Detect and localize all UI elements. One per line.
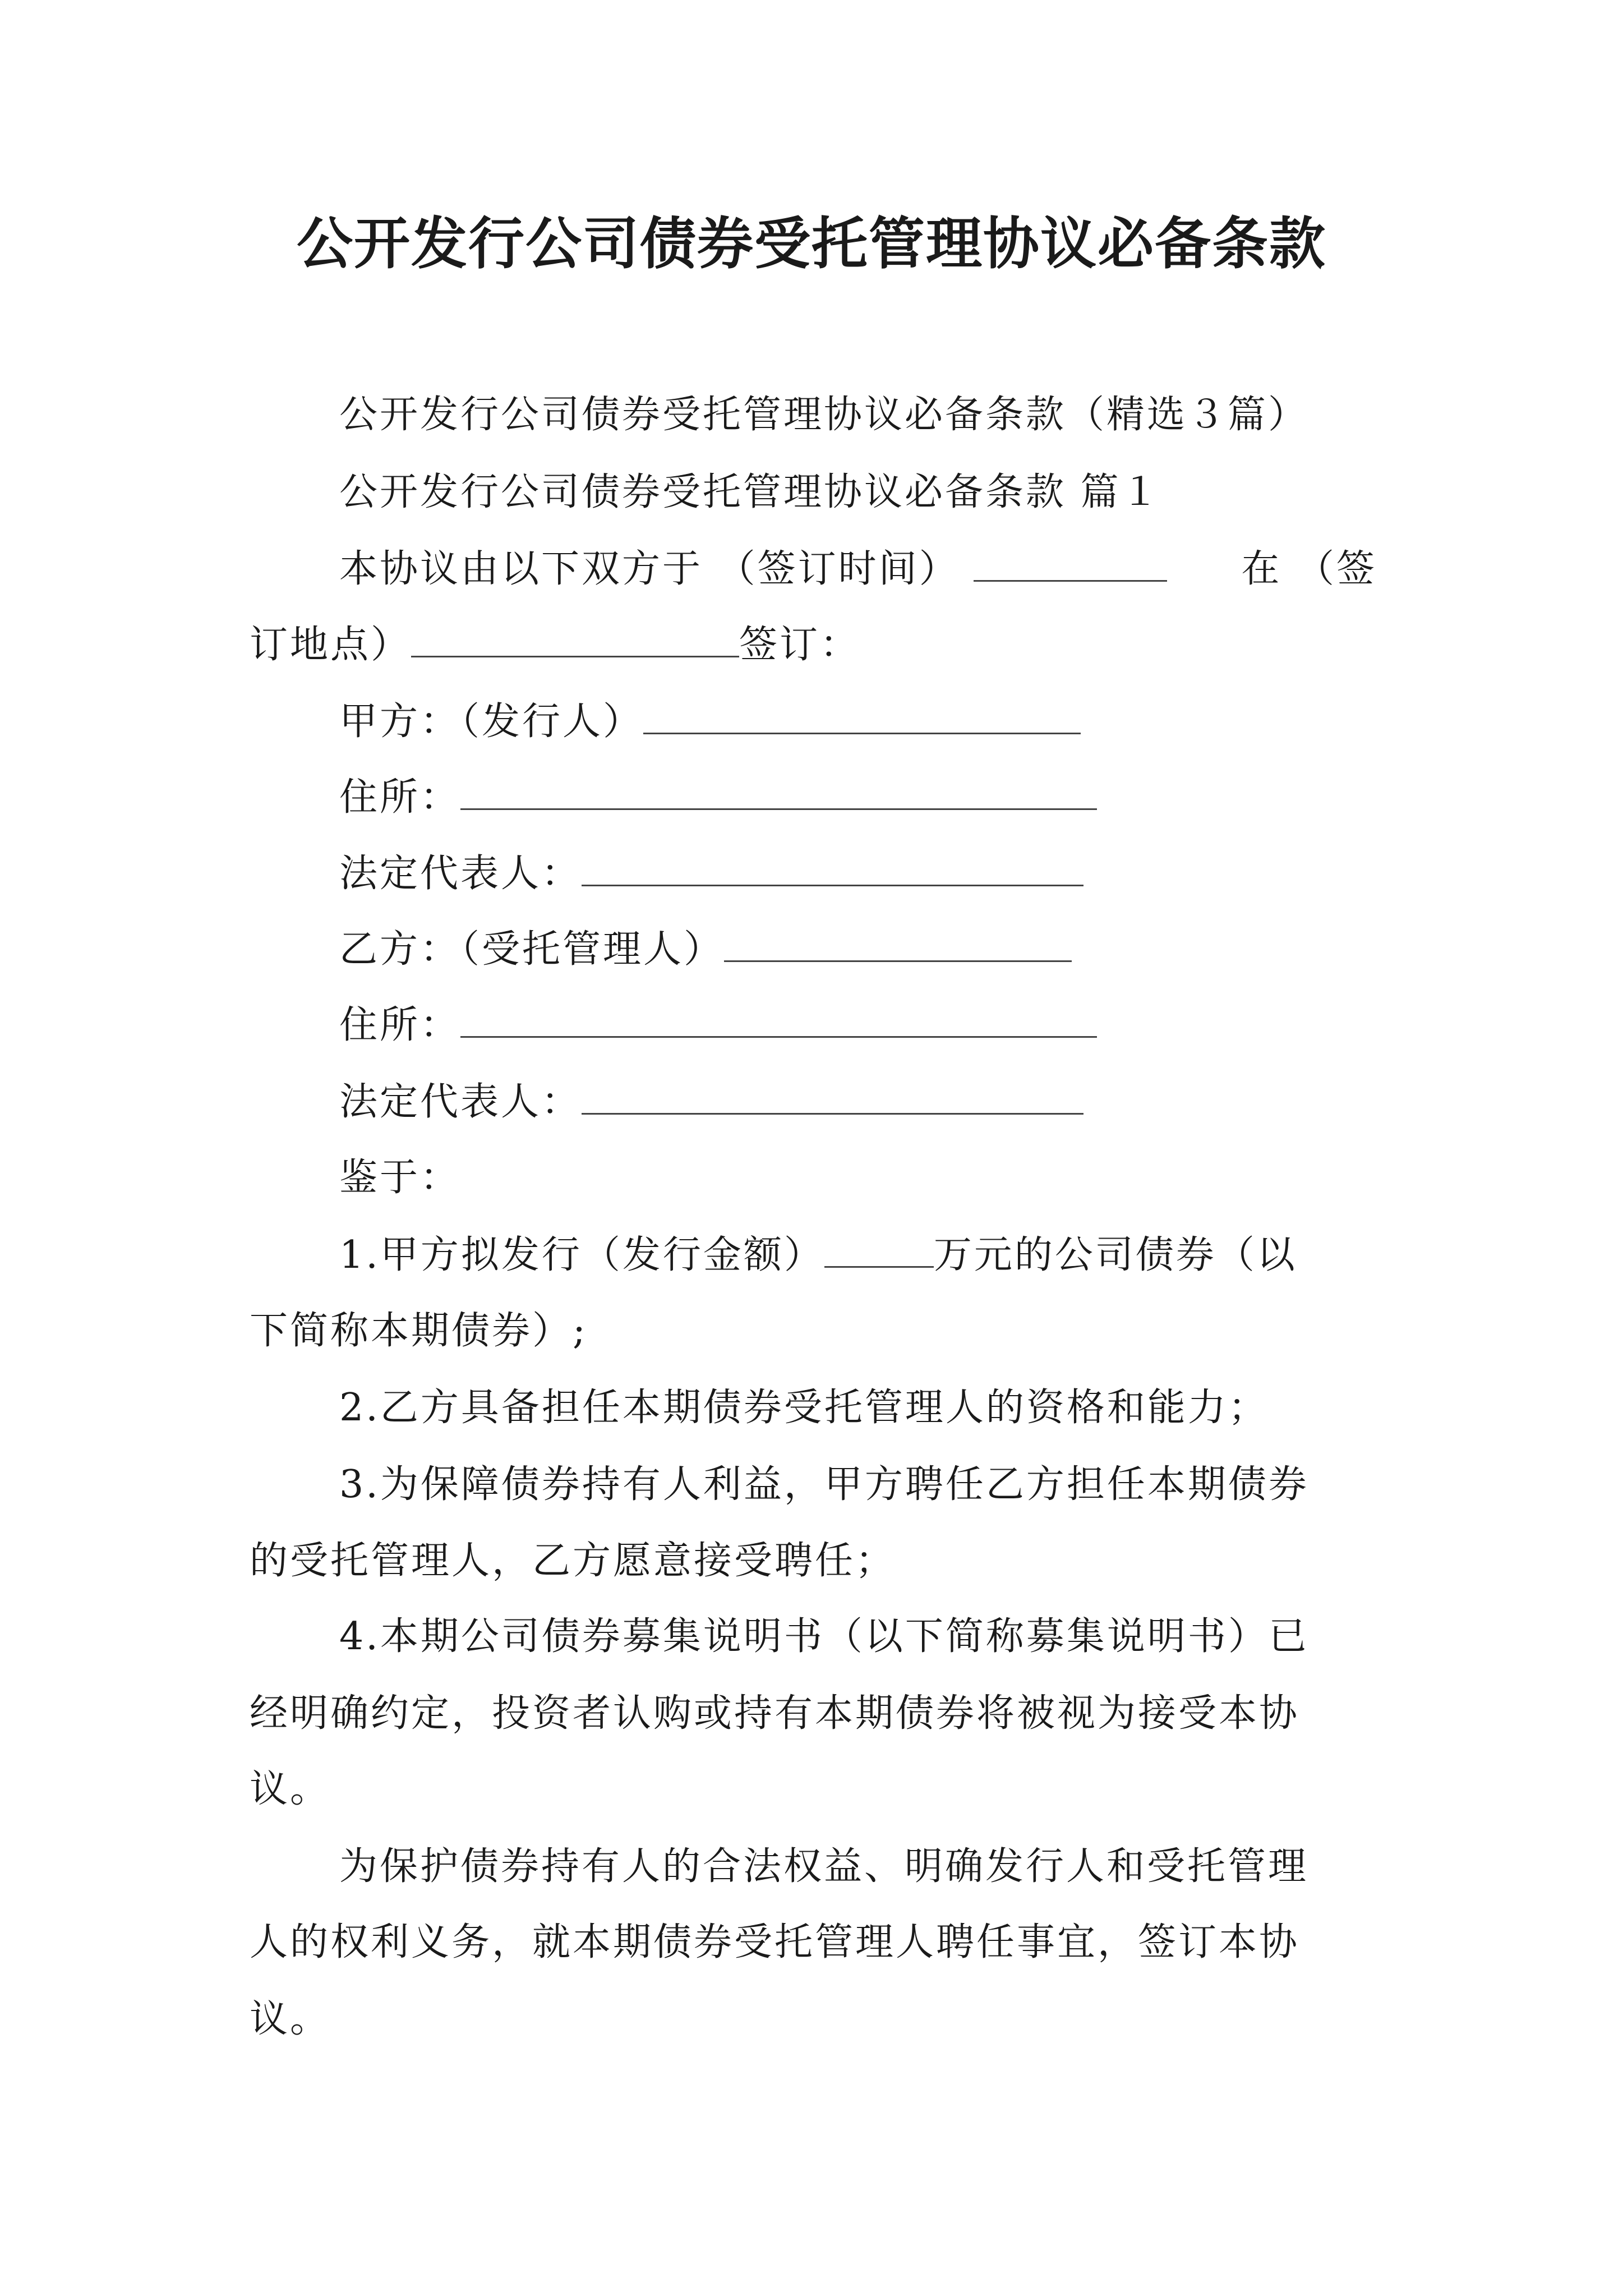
party-a-address-row <box>339 770 1097 826</box>
party-a-rep-blank <box>582 850 1083 886</box>
party-a-rep-label: 法定代表人： <box>339 852 582 896</box>
party-b-address-label: 住所： <box>339 1003 461 1047</box>
intro-text-signing-time: 本协议由以下双方于 （签订时间） <box>339 547 960 591</box>
intro-text-signed: 签订： <box>739 623 861 667</box>
item-4-line-1: 4.本期公司债券募集说明书（以下简称募集说明书）已 <box>339 1614 1309 1659</box>
party-b-row <box>339 922 1072 978</box>
intro-text-signing-place: 在 （签 <box>1241 547 1377 591</box>
whereas-label: 鉴于： <box>339 1156 461 1200</box>
party-a-row <box>339 694 1081 750</box>
item-4-line-2: 经明确约定，投资者认购或持有本期债券将被视为接受本协 <box>250 1691 1300 1736</box>
section-heading: 公开发行公司债券受托管理协议必备条款 篇１ <box>339 470 1161 514</box>
item-1-text-a: 1.甲方拟发行（发行金额） <box>339 1233 824 1277</box>
party-b-address-row <box>339 997 1097 1053</box>
closing-line-3: 议。 <box>250 1997 331 2041</box>
item-2: 2.乙方具备担任本期债券受托管理人的资格和能力； <box>339 1386 1269 1430</box>
party-b-label: 乙方：（受托管理人） <box>339 927 725 972</box>
party-b-rep-row <box>339 1074 1083 1130</box>
closing-line-1: 为保护债券持有人的合法权益、明确发行人和受托管理 <box>339 1844 1309 1889</box>
item-3-line-1: 3.为保障债券持有人利益，甲方聘任乙方担任本期债券 <box>339 1462 1309 1507</box>
document-subtitle: 公开发行公司债券受托管理协议必备条款（精选３篇） <box>339 393 1309 437</box>
item-4-line-3: 议。 <box>250 1767 331 1811</box>
intro-line-2 <box>250 617 860 673</box>
signing-place-blank <box>411 621 739 657</box>
party-b-address-blank <box>460 1001 1097 1038</box>
issue-amount-blank <box>824 1231 934 1268</box>
item-1-line-1 <box>339 1227 1297 1283</box>
party-a-rep-row <box>339 846 1083 902</box>
party-a-address-blank <box>460 774 1097 810</box>
intro-text-place-label: 订地点） <box>250 623 412 667</box>
closing-line-2: 人的权利义务，就本期债券受托管理人聘任事宜，签订本协 <box>250 1920 1300 1964</box>
party-a-blank <box>643 698 1081 734</box>
party-a-label: 甲方：（发行人） <box>339 700 644 744</box>
party-b-rep-blank <box>582 1078 1083 1115</box>
item-1-line-2: 下简称本期债券）; <box>250 1309 588 1353</box>
signing-time-blank <box>974 545 1167 582</box>
item-1-text-b: 万元的公司债券（以 <box>933 1233 1297 1277</box>
document-title: 公开发行公司债券受托管理协议必备条款 <box>297 211 1326 277</box>
party-b-rep-label: 法定代表人： <box>339 1080 582 1124</box>
intro-line-1 <box>339 541 1377 597</box>
party-b-blank <box>724 926 1072 962</box>
party-a-address-label: 住所： <box>339 775 461 820</box>
item-3-line-2: 的受托管理人，乙方愿意接受聘任； <box>250 1539 896 1583</box>
